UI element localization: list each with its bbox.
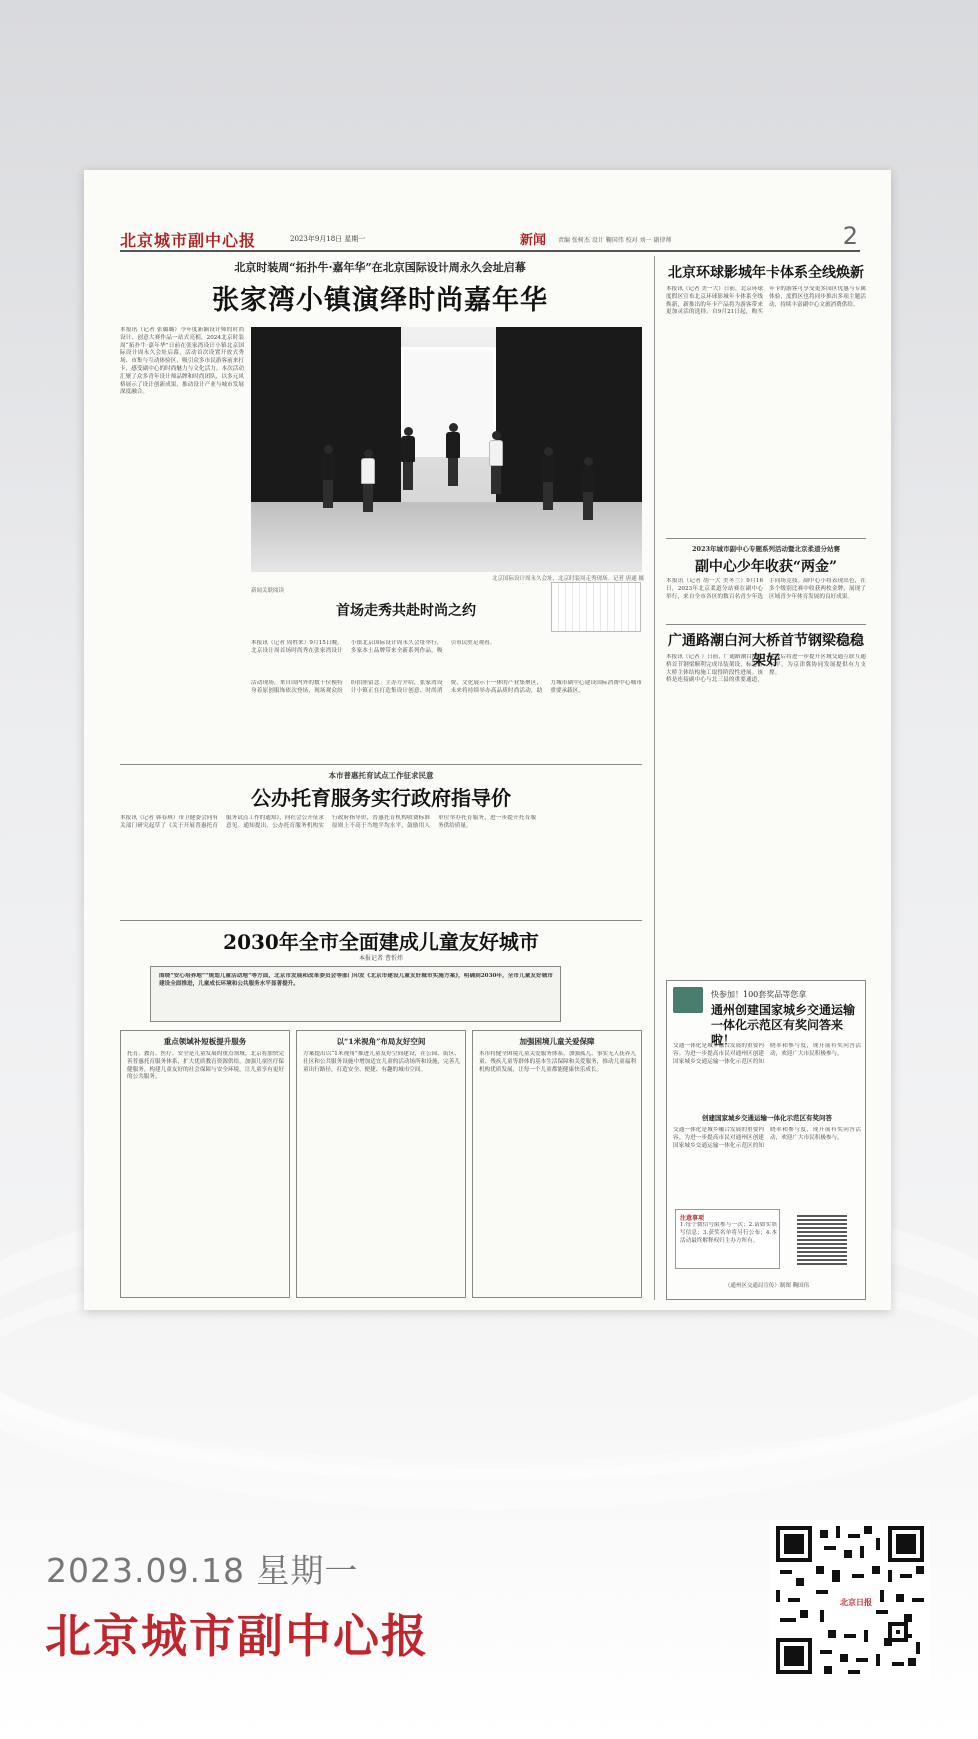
- section-label: 新闻: [520, 233, 547, 248]
- notice-body: 1.每个微信号限参与一次；2.请如实填写信息；3.获奖名单将另行公布；4.本活动最终解释权归主办方所有。: [680, 1222, 777, 1244]
- children-city-byline: 本报记者 曹忻炜: [359, 955, 403, 962]
- section-box-3: [472, 1030, 642, 1298]
- ad-footer: （通州区交通局宣传）制图 鞠国伟: [724, 1283, 810, 1289]
- notice-box: [675, 1209, 780, 1269]
- transport-logo: [673, 987, 703, 1013]
- lead-headline: 张家湾小镇演绎时尚嘉年华: [212, 285, 548, 316]
- lead-body-continued: 活动现场，来自国内外的数十位模特身着原创服饰依次登场，现场观众纷纷拍照留念。主办方介绍，张家湾设计小镇正在打造集设计创意、时尚消费、文化展示于一体的产业集聚区，未来将持续举办高品质时尚活动，助力城市副中心建设国际消费中心城市重要承载区。: [251, 680, 642, 694]
- page-number: 2: [842, 222, 858, 250]
- building-illustration: [551, 582, 641, 632]
- newspaper-brand: 北京城市副中心报: [45, 1609, 429, 1663]
- issue-date: 2023.09.18 星期一: [46, 1551, 359, 1590]
- qr-code[interactable]: [770, 1520, 930, 1680]
- ad-subtitle: 创建国家城乡交通运输一体化示范区有奖问答: [702, 1114, 832, 1122]
- children-city-headline: 2030年全市全面建成儿童友好城市: [223, 930, 539, 954]
- youth-headline: 副中心少年收获“两金”: [694, 559, 838, 575]
- section-box-1: [120, 1030, 290, 1298]
- section-body-3: 本市将健全困境儿童关爱服务体系，加强孤儿、事实无人抚养儿童、残疾儿童等群体的基本生活保障和关爱服务，推动儿童福利机构优质发展，让每一个儿童都能健康快乐成长。: [479, 1051, 636, 1073]
- childcare-kicker: 本市普惠托育试点工作征求民意: [328, 771, 434, 780]
- bridge-body: 本报讯（记者 ）日前，广通路潮白河大桥首节钢梁顺利完成吊装架设，标志着大桥主体结构施工取得阶段性进展。该桥是连接副中心与北三县的重要通道，建成后将进一步提升区域交通互联互通水平，为京津冀协同发展提供有力支撑。: [666, 654, 866, 684]
- ad-headline: 通州创建国家城乡交通运输一体化示范区有奖问答来啦！: [711, 1003, 856, 1047]
- masthead: [120, 222, 860, 252]
- quiz-advertisement: [666, 980, 866, 1300]
- children-city-summary: 围绕“安心培养地”“规划儿童活动地”等方面，北京市发展和改革委员会等部门印发《北京市建设儿童友好城市实施方案》，明确到2030年，全市儿童友好城市建设全面推进，儿童成长环境和公共服务水平显著提升。: [159, 973, 553, 987]
- related-headline: 首场走秀共赴时尚之约: [336, 603, 476, 619]
- ad-questions: 交通一体化是城乡融合发展的重要内容。为进一步提高市民对通州区创建国家城乡交通运输一体化示范区的知晓率和参与度，现开展有奖问答活动，欢迎广大市民积极参与。: [673, 1127, 861, 1149]
- lead-body-column: 本报讯（记者 张璐璐）今年度新颖设计师的时尚设计、创意大赛作品一站式亮相，2024北京时装周“拓扑牛·嘉年华”日前在张家湾设计小镇北京国际设计周永久会址启幕，活动首次设置开放式秀场、市集与互动体验区，吸引众多市民游客前来打卡，感受副中心的时尚魅力与文化活力。本次活动汇聚了众多青年设计师品牌和时尚团队，以多元风格展示了设计创新成果，推动设计产业与城市发展深度融合。: [120, 327, 244, 396]
- theme-park-headline: 北京环球影城年卡体系全线焕新: [668, 265, 864, 281]
- theme-park-body: 本报讯（记者 美一大）日前，北京环球度假区宣布北京环球影城年卡体系全线焕新，新推出的年卡产品将为游客带来更加灵活的选择。自9月21日起，购买年卡的游客可享受更多园区优惠与专属体验，度假区也将同步推出多项主题活动，持续丰富副中心文旅消费供给。: [666, 286, 866, 316]
- youth-kicker: 2023年城市副中心专题系列活动暨北京柔道分站赛: [691, 545, 841, 553]
- ad-promo: 快参加！100套奖品等您拿: [711, 990, 807, 999]
- youth-body: 本报讯（记者 胡一大 美冬兰）9月16日，2023年北京柔道分站赛在副中心举行，来自全市各区的数百名青少年选手同场竞技。副中心小将表现出色，在多个级别比赛中收获两枚金牌，展现了区域青少年体育发展的良好成果。: [666, 578, 866, 600]
- newspaper-page: [84, 170, 891, 1310]
- editor-credits: 责编 张树杰 设计 鞠国伟 校对 刘一 副律师: [558, 237, 672, 244]
- ad-body: 交通一体化是城乡融合发展的重要内容。为进一步提高市民对通州区创建国家城乡交通运输一体化示范区的知晓率和参与度，现开展有奖问答活动，欢迎广大市民积极参与。: [673, 1043, 861, 1065]
- section-box-2: [296, 1030, 466, 1298]
- qr-logo: 北京日报: [838, 1588, 874, 1612]
- lead-kicker: 北京时装周“拓扑牛·嘉年华”在北京国际设计周永久会址启幕: [234, 261, 526, 274]
- childcare-headline: 公办托育服务实行政府指导价: [251, 786, 511, 810]
- related-label: 新闻关联阅读: [251, 588, 285, 594]
- related-feature: [251, 580, 642, 638]
- section-title-2: 以“1米视角”布局友好空间: [336, 1037, 426, 1046]
- notice-title: 注意事项: [680, 1215, 705, 1222]
- masthead-logo: 北京城市副中心报: [120, 231, 257, 250]
- bridge-headline: 广通路潮白河大桥首节钢梁稳稳架好: [668, 633, 864, 669]
- section-title-3: 加强困境儿童关爱保障: [519, 1037, 595, 1046]
- runway-photo: [251, 327, 642, 572]
- ad-qr-code[interactable]: [797, 1215, 847, 1265]
- children-city-summary-box: [150, 966, 561, 1022]
- section-body-2: 方案提出以“1米视角”推进儿童友好空间建设，在公园、街区、社区和公共服务设施中增加适宜儿童的活动场所和设施，完善儿童出行路径，打造安全、便捷、有趣的城市空间。: [303, 1051, 460, 1073]
- related-body: 本报讯（记者 周姓来）9月15日晚，北京设计周首场时尚秀在张家湾设计小镇北京国际设计周永久会址举行，多家本土品牌带来全新系列作品，吸引市民驻足观看。: [251, 640, 496, 654]
- childcare-body: 本报讯（记者 韩春琪）市卫健委会同有关部门研究起草了《关于开展普惠托育服务试点工作的通知》，向社会公开征求意见。通知提出，公办托育服务机构实行政府指导价，普惠托育机构收费标准原则上不高于当地平均水平，鼓励用人单位举办托育服务，进一步提升托育服务供给质量。: [120, 815, 536, 829]
- section-body-1: 托育、教育、医疗、安全是儿童发展的重点领域。北京将加快完善普惠托育服务体系，扩大优质教育资源供给，加强儿童医疗保健服务，构建儿童友好的社会保障与安全环境，让儿童享有更好的公共服务。: [127, 1051, 284, 1081]
- photo-caption: 北京国际设计周永久会址，北京时装周走秀现场。记者 唐通 摄: [492, 576, 644, 582]
- masthead-date: 2023年9月18日 星期一: [290, 235, 366, 243]
- section-title-1: 重点领域补短板提升服务: [163, 1037, 247, 1046]
